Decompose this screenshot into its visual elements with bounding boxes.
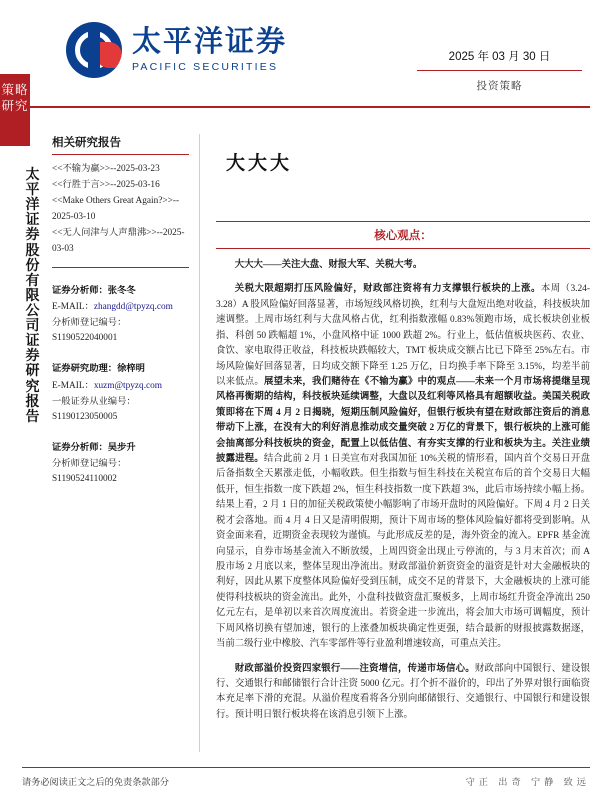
divider bbox=[52, 267, 189, 268]
paragraph-bold-lead: 财政部溢价投资四家银行——注资增信，传递市场信心。 bbox=[234, 663, 475, 674]
page-footer bbox=[22, 767, 590, 788]
list-item[interactable]: 2025-03-10 bbox=[52, 212, 96, 223]
analyst-cert: S1190522040001 bbox=[52, 333, 118, 344]
report-date: 2025 年 03 月 30 日 bbox=[417, 48, 582, 71]
brand-name-cn: 太平洋证券 bbox=[132, 26, 288, 59]
analyst-cert: S1190524110002 bbox=[52, 473, 117, 484]
paragraph-text-2: 结合此前 2 月 1 日美宣布对我国加征 10%关税的情形看，国内首个交易日开盘后备指数全天累涨走低，小幅收跌。但生指数与恒生科技在关税宣布后的首个交易日大幅低开，恒生指数一度下跌超 2%，恒生科技指数一度下跌超 3%，此后市场持续小幅上扬。结果上看，2 月 1 日的加征关税政策使小幅影响了市场开盘时的风险偏好。下周 4 月 2 日关税才会落地。而 4 月 4 日又是清明假期，预计下周市场的整体风险偏好都将受到影响。从资金面来看，近期资金表现较为谨慎。与此形成反差的是，海外资金的流入。EPFR 基金流向显示，自券市场基金流入不断放缓，上周四资金出现止亏停流的，与 3 月末首次；而 A 股市场 2 月底以来，整体呈现出净流出。财政部溢价新资资金的溢资是针对大金融板块的利好，因此从累下度整体风险偏好受到压制，成交不足的背景下，大金融板块的上涨可能使得科技板块的资金流出。此外，小盘科技做资盘汇聚板多，上周市场红升资金净流出 250 亿元左右，是单初以来首次周度流出。若资金进一步流出，将会加大市场可调幅度，预计下周风格切换有望加速，银行的上涨叠加板块确定性更强，结合最新的财报披露数据逐，当前二级行业中橡胶、汽车零部件等行业盈利增速较高，可重点关注。 bbox=[216, 454, 590, 650]
core-view-header bbox=[216, 221, 590, 249]
paragraph-text: 本周（3.24-3.28）A 股风险偏好回落显著，市场短线风格切换，红利与大盘短出绝对收益，科技板块加速调整。上周市场红利与大盘风格占优，红利指数涨幅 0.83%领跑市场，成长板块创业板指、科创 50 跌幅超 1%，小盘风格中证 1000 跌超 2%。行业上，低估值板块医药、农业、食饮、家电取得正收益，科技板块跌幅较大，TMT 板块成交额占比已下降至 25%左右。市场风险偏好回落显著，日均成交额下降至 1.25 万亿，日均换手率下降至 3.15%，均差半前以来低点。 bbox=[216, 284, 590, 387]
left-sidebar bbox=[22, 134, 200, 752]
analyst-cert-row bbox=[52, 316, 189, 346]
main-content bbox=[200, 134, 590, 752]
page-title: 大大大 bbox=[226, 153, 293, 174]
related-reports-list bbox=[52, 162, 189, 257]
brand-logo bbox=[66, 22, 287, 78]
brand-text bbox=[132, 27, 287, 72]
analyst-role: 证券分析师：吴步升 bbox=[52, 442, 136, 453]
footer-disclaimer: 请务必阅读正文之后的免责条款部分 bbox=[22, 777, 169, 787]
footer-slogan: 守正 出奇 宁静 致远 bbox=[465, 777, 590, 787]
analyst-role: 证券分析师：张冬冬 bbox=[52, 286, 136, 297]
related-reports-title: 相关研究报告 bbox=[52, 134, 189, 155]
body-paragraph-1 bbox=[216, 282, 590, 652]
analyst-email-row bbox=[52, 379, 189, 394]
analyst-cert: S1190123050005 bbox=[52, 411, 118, 422]
page-header bbox=[22, 14, 590, 108]
analyst-email[interactable]: zhangdd@tpyzq.com bbox=[93, 302, 173, 313]
logo-swoosh-icon bbox=[96, 42, 122, 68]
analyst-email-label: E-MAIL： bbox=[52, 380, 94, 391]
analyst-role: 证券研究助理：徐梓明 bbox=[52, 364, 145, 375]
pacific-securities-logo-icon bbox=[66, 22, 122, 78]
analyst-cert-row bbox=[52, 457, 189, 487]
analyst-email-label: E-MAIL： bbox=[52, 302, 94, 313]
analyst-cert-label: 一般证券从业编号： bbox=[52, 396, 136, 407]
analyst-1 bbox=[52, 284, 189, 346]
body-paragraph-2 bbox=[216, 662, 590, 724]
analyst-2 bbox=[52, 362, 189, 424]
brand-name-en: PACIFIC SECURITIES bbox=[132, 60, 279, 73]
paragraph-bold-lead: 关税大限超期打压风险偏好，财政部注资将有力支撑银行板块的上涨。 bbox=[234, 284, 541, 295]
analyst-email[interactable]: xuzm@tpyzq.com bbox=[93, 380, 163, 391]
core-lead-paragraph: 大大大——关注大盘、财报大军、关税大考。 bbox=[234, 260, 423, 270]
paragraph-text: 财政部向中国银行、建设银行、交通银行和邮储银行合计注资 5000 亿元。打个折不溢价的，印出了外界对银行面临资本充足率下滑的充混。从溢价程度看将各分别向邮储银行、交通银行、中国银行和建设银行。预计明日银行板块将在该消息引领下上涨。 bbox=[216, 663, 590, 720]
list-item[interactable]: <<无人问津与人声鼎沸>>--2025- bbox=[52, 228, 185, 239]
list-item[interactable]: <<Make Others Great Again?>>-- bbox=[52, 196, 180, 207]
list-item[interactable]: <<行胜于言>>--2025-03-16 bbox=[52, 180, 160, 191]
core-view-label: 核心观点： bbox=[374, 230, 432, 242]
analyst-cert-label: 分析师登记编号： bbox=[52, 318, 127, 329]
sidebar-content bbox=[52, 134, 189, 487]
list-item[interactable]: 03-03 bbox=[52, 244, 74, 255]
report-page bbox=[0, 14, 612, 806]
report-category: 投资策略 bbox=[476, 81, 523, 92]
analyst-3 bbox=[52, 441, 189, 487]
analyst-email-row bbox=[52, 300, 189, 315]
list-item[interactable]: <<不输为赢>>--2025-03-23 bbox=[52, 164, 160, 174]
paragraph-bold-tail: 展望未来，我们赌待在《不输为赢》中的观点——未来一个月市场将提继呈现风格再衡期的结构，科技板块延续调整，大盘以及红利等风格具有超额收益。美国关税政策即将在下周 4 月 2 日揭晓，短期压制风险偏好，但银行板块有望在财政部注资后的消息带动下上涨，在没有大的利好消息推动成交量突破 2 万亿的背景下，银行板块的上涨可能会抽离部分科技板块的资金，配置上以低估值、有夯实支撑的行业和板块为主。关注业绩披露进程。 bbox=[216, 376, 590, 465]
analyst-cert-label: 分析师登记编号： bbox=[52, 458, 127, 469]
side-tab-line-1: 策略 bbox=[1, 83, 29, 97]
page-body bbox=[22, 134, 590, 752]
header-meta bbox=[417, 48, 582, 93]
vertical-company-title: 太平洋证券股份有限公司证券研究报告 bbox=[25, 168, 41, 425]
analyst-cert-row bbox=[52, 395, 189, 425]
side-tab-line-2: 研究 bbox=[1, 98, 29, 113]
